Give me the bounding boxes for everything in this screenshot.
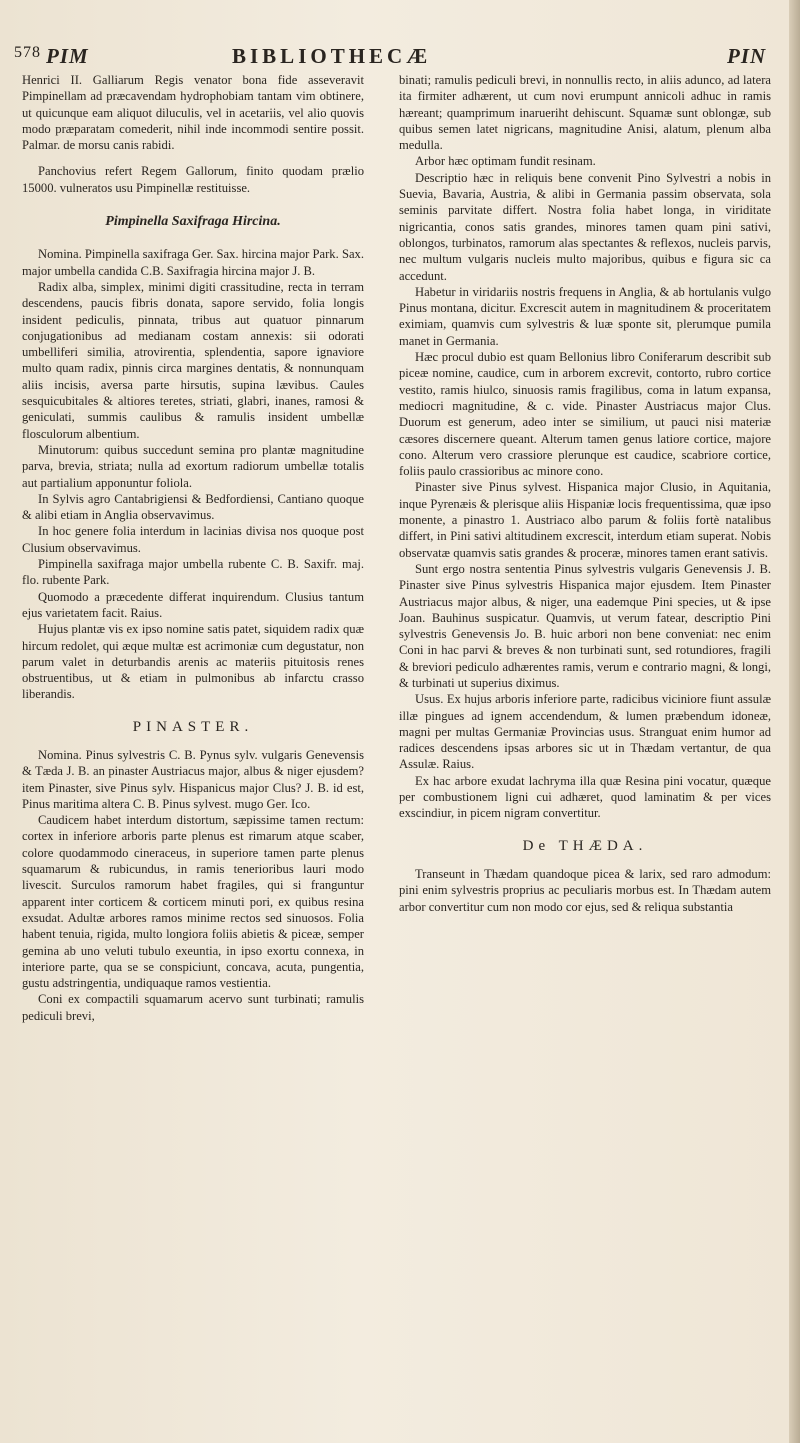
page-number: 578 [14,44,41,61]
header-left-word: PIM [46,44,89,68]
header-right-word: PIN [727,44,767,68]
paragraph: Ex hac arbore exudat lachryma illa quæ Resina pini vocatur, quæque per combustionem ligni cui adhæret, quod laminatim & per vices exscindiur, in picem nigram convertitur. [399,773,771,821]
section-heading: PINASTER. [132,718,254,735]
paragraph: Minutorum: quibus succedunt semina pro plantæ magnitudine parva, brevia, striata; nulla ad exortum radiorum umbellæ totalis aut partialium apponuntur foliola. [22,442,364,490]
running-header [14,44,789,68]
paragraph: Coni ex compactili squamarum acervo sunt turbinati; ramulis pediculi brevi, [22,992,364,1023]
paragraph: Arbor hæc optimam fundit resinam. [415,154,596,169]
section-heading: Pimpinella Saxifraga Hircina. [105,214,281,230]
paragraph: Usus. Ex hujus arboris inferiore parte, radicibus viciniore fiunt assulæ illæ pingues ad ignem accendendum, & lumen præbendum idoneæ, magni per multas Germaniæ Provincias usus. Stranguat enim humor ad radices descendens ipsas arbores sic ut in Thædam vertantur, de qua Assulæ. Raius. [399,692,771,772]
paragraph: Descriptio hæc in reliquis bene convenit Pino Sylvestri a nobis in Suevia, Bavaria, Austria, & alibi in Germania passim observata, sola seminis parvitate differt. Nostra folia habet longa, in viriditate nigricantia, conos satis grandes, minores tamen quam pini sativi, oblongos, turbinatos, ramorum alas spectantes & reflexos, nucleis parvis, nec multum vulgaris nucleis multo majoribus, quibus e figura sic ca accedunt. [399,170,771,283]
paragraph: Nomina. Pinus sylvestris C. B. Pynus sylv. vulgaris Genevensis & Tæda J. B. an pinaster Austriacus major, albus & niger ejusdem? item Pinaster, sive Pinus sylv. Hispanicus major Clus? J. B. id est, Pinus maritima altera C. B. Pinus sylvest. mugo Ger. Ico. [22,747,364,811]
paragraph: Pimpinella saxifraga major umbella rubente C. B. Saxifr. maj. flo. rubente Park. [22,557,364,588]
paragraph: In Sylvis agro Cantabrigiensi & Bedfordiensi, Cantiano quoque & alibi etiam in Anglia observavimus. [22,491,364,523]
paragraph: Quomodo a præcedente differat inquirendum. Clusius tantum ejus varietatem facit. Raius. [22,589,364,620]
paragraph: Habetur in viridariis nostris frequens in Anglia, & ab hortulanis vulgo Pinus montana, dicitur. Excrescit autem in magnitudinem & proceritatem eximiam, quamvis cum sylvestris & luæ sponte sit, plerumque pumila manet in Germania. [399,284,771,348]
header-title: BIBLIOTHECÆ [232,44,432,68]
paragraph: Hæc procul dubio est quam Bellonius libro Coniferarum describit sub piceæ nomine, caudice, cum in arborem excrevit, contorto, rubro cortice vestito, ramis hiulco, sinuosis ramis fragilibus, coma in latum expansa, mediocri magnitudine, & c. vide. Pinaster Austriacus major Clus. Duorum est generum, adeo inter se similium, ut pauci nisi materiæ cæsores discernere queant. Alterum tamen genus latiore cortice, majore cono. Alterum vero crassiore plerunque est caudice, scabriore cortice, foliis paulo crassioribus ac minore cono. [399,350,771,479]
page-edge [789,0,800,1443]
paragraph: Nomina. Pimpinella saxifraga Ger. Sax. hircina major Park. Sax. major umbella candida C.B. Saxifragia hircina major J. B. [22,247,364,278]
paragraph: Henrici II. Galliarum Regis venator bona fide asseveravit Pimpinellam ad præcavendam hydrophobiam tantam vim obtinere, ut quicunque eam aliquot diluculis, vel in acetariis, vel alio quovis modo præparatam comederit, nihil inde incommodi sentire possit. Palmar. de morsu canis rabidi. [22,73,364,153]
paragraph: Sunt ergo nostra sententia Pinus sylvestris vulgaris Genevensis J. B. Pinaster sive Pinus sylvestris Hispanica major ejusdem. Item Pinaster Austriacus major albus, & niger, una eademque Pini species, ut & ipse Joan. Bauhinus suspicatur. Quamvis, ut verum fatear, descriptio Pini sylvestris Genevensis Jo. B. huic arbori non bene conveniat: nec enim Coni in hac parvi & breves & non turbinati sunt, sed rotundiores, fragili & breviori pediculo adhærentes ramis, verum e contrario magni, & longi, & turbinati ut superius diximus. [399,561,771,690]
left-column [22,72,364,1024]
paragraph: binati; ramulis pediculi brevi, in nonnullis recto, in aliis adunco, ad latera ita firmiter adhærent, ut cum novi erumpunt annicoli adhuc in ramis hæreant; quamprimum inarueriht dehiscunt. Squamæ sunt oblongæ, sub quibus semen latet nigricans, magnitudine Anisi, alatum, plenum alba medulla. [399,73,771,153]
paragraph: Panchovius refert Regem Gallorum, finito quodam prælio 15000. vulneratos usu Pimpinellæ restituisse. [22,164,364,195]
right-column [399,72,771,915]
paragraph: Pinaster sive Pinus sylvest. Hispanica major Clusio, in Aquitania, inque Pyrenæis & plerisque aliis Hispaniæ locis frequentissima, quæ ipso monente, a pinastro 1. Austriaco albo parum & foliis fortè natalibus differt, in Pini sativi altitudinem excrescit, interdum etiam superat. Nobis observatæ quamvis satis grandes & proceræ, minores tamen erant sativis. [399,480,771,560]
section-heading: De THÆDA. [522,837,648,854]
paragraph: Hujus plantæ vis ex ipso nomine satis patet, siquidem radix quæ hircum redolet, qui æque multæ est acrimoniæ cum degustatur, non parum valet in deturbandis arenis ac materiis pituitosis renes obstruentibus, ut & etiam in pulmonibus ab infarctu crasso liberandis. [22,622,364,702]
paragraph: In hoc genere folia interdum in lacinias divisa nos quoque post Clusium observavimus. [22,524,364,555]
paragraph: Transeunt in Thædam quandoque picea & larix, sed raro admodum: pini enim sylvestris proprius ac peculiaris morbus est. In Thædam autem arbor convertitur cum non modo cor ejus, sed & reliqua substantia [399,866,771,914]
paragraph: Caudicem habet interdum distortum, sæpissime tamen rectum: cortex in inferiore arboris parte plenus est rimarum atque scaber, colore quodammodo cineraceus, in superiore tamen parte plenus squamarum & rubicundus, in ramis tenerioribus lauri modo livescit. Surculos ramorum habet fragiles, qui si franguntur apparent inter corticem & corticem minuti pori, ex quibus resina exsudat. Adultæ arbores ramos minime rectos sed sinuosos. Folia habent tenuia, rigida, multo longiora foliis abietis & piceæ, semper gemina ab uno veluti tubulo exeuntia, in ipso exortu connexa, in interiore parte, qua se se conspiciunt, concava, acuta, pungentia, gustu adstringentia, undiquaque ramos vestientia. [22,813,364,991]
paragraph: Radix alba, simplex, minimi digiti crassitudine, recta in terram descendens, paucis fibris donata, sapore servido, folia longis insident pediculis, pinnata, tribus aut quatuor pinnarum conjugationibus ad medianam costam annexis: sii odorati umbelliferi similia, atrovirentia, splendentia, sapore ignaviore multo quam radix, pinnis circa margines dentatis, & nonnunquam aliis incisis, aversa parte hirsutis, supina lævibus. Caules sesquicubitales & altiores teretes, striati, glabri, inanes, ramosi & geniculati, summis caulibus & ramulis insident umbellæ flosculorum albentium. [22,279,364,441]
